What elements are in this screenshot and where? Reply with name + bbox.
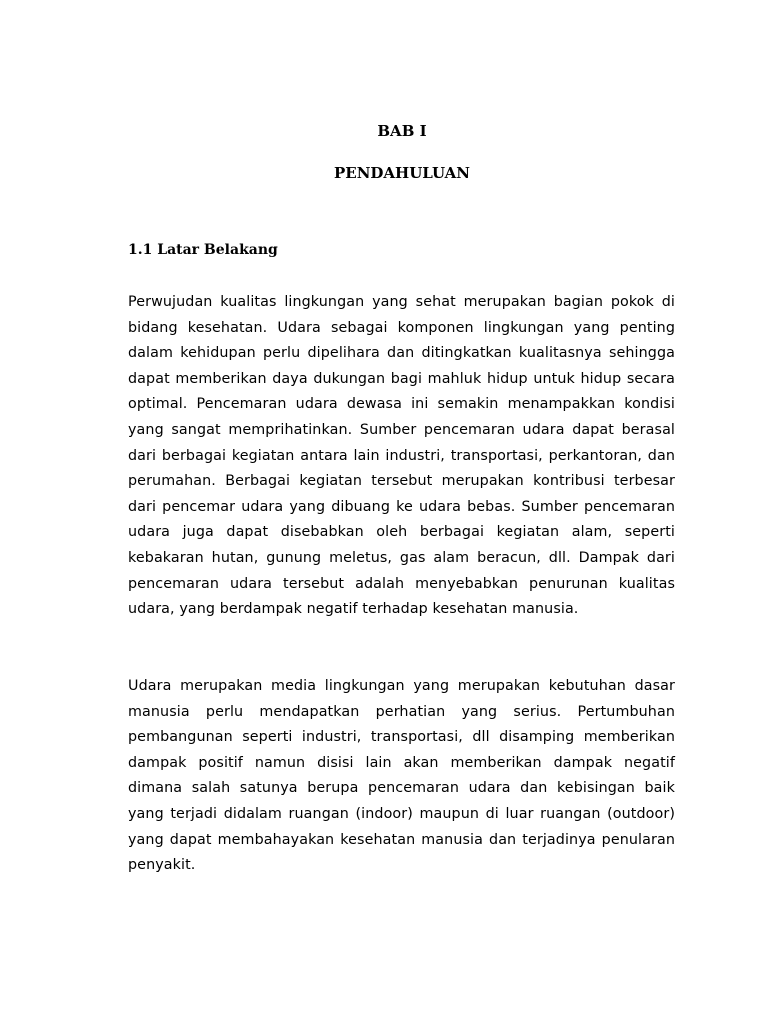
body-paragraph-2: Udara merupakan media lingkungan yang merupakan kebutuhan dasar manusia perlu mendapatkan perhatian yang serius. Pertumbuhan pembangunan seperti industri, transportasi, dll disamping memberikan dampak positif namun disisi lain akan memberikan dampak negatif dimana salah satunya berupa pencemaran udara dan kebisingan baik yang terjadi didalam ruangan (indoor) maupun di luar ruangan (outdoor) yang dapat membahayakan kesehatan manusia dan terjadinya penularan penyakit.: [128, 678, 675, 874]
chapter-heading: BAB I: [377, 122, 427, 140]
section-title: 1.1 Latar Belakang: [128, 242, 278, 258]
body-paragraph-1: Perwujudan kualitas lingkungan yang sehat merupakan bagian pokok di bidang kesehatan. Udara sebagai komponen lingkungan yang penting dalam kehidupan perlu dipelihara dan ditingkatkan kualitasnya sehingga dapat memberikan daya dukungan bagi mahluk hidup untuk hidup secara optimal. Pencemaran udara dewasa ini semakin menampakkan kondisi yang sangat memprihatinkan. Sumber pencemaran udara dapat berasal dari berbagai kegiatan antara lain industri, transportasi, perkantoran, dan perumahan. Berbagai kegiatan tersebut merupakan kontribusi terbesar dari pencemar udara yang dibuang ke udara bebas. Sumber pencemaran udara juga dapat disebabkan oleh berbagai kegiatan alam, seperti kebakaran hutan, gunung meletus, gas alam beracun, dll. Dampak dari pencemaran udara tersebut adalah menyebabkan penurunan kualitas udara, yang berdampak negatif terhadap kesehatan manusia.: [128, 294, 675, 618]
chapter-title: PENDAHULUAN: [333, 164, 471, 182]
